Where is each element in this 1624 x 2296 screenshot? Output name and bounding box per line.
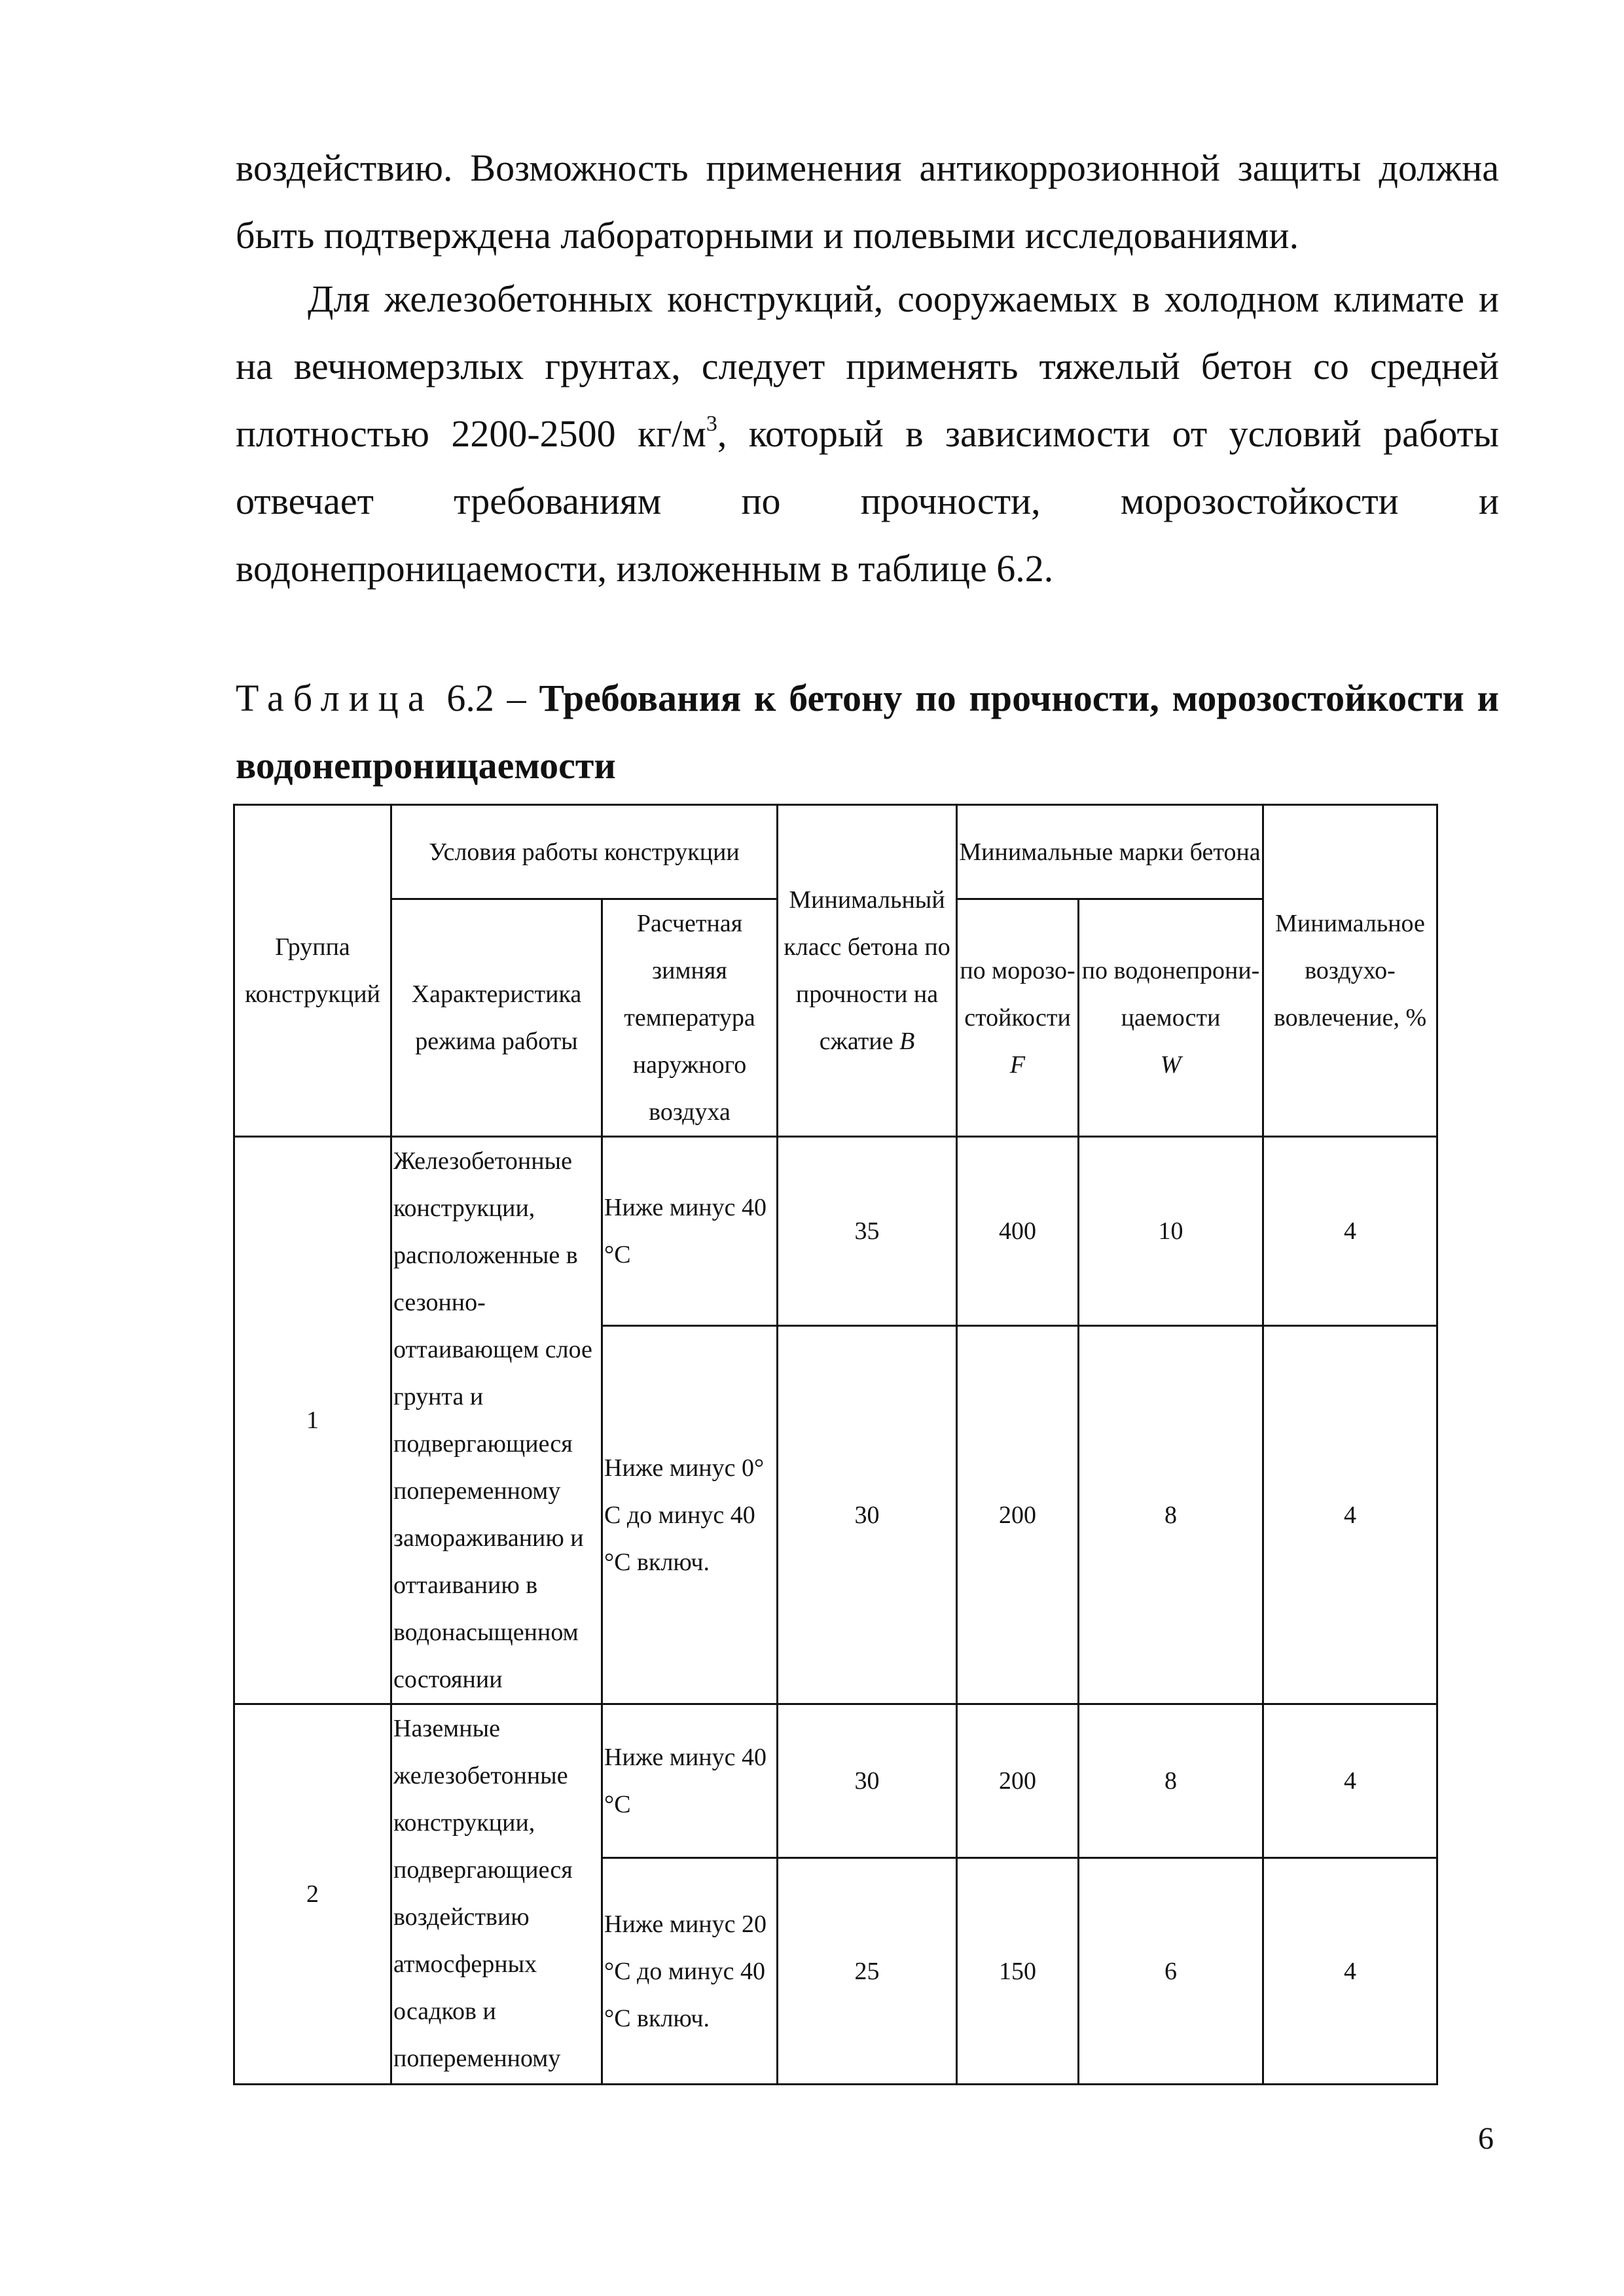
- table-label: Таблица: [236, 677, 434, 719]
- table-row: [234, 1704, 1437, 1858]
- header-air: Минимальное воздухо-вовлечение, %: [1263, 805, 1437, 1137]
- group-cell: 2: [234, 1704, 391, 2085]
- temperature-cell: Ниже минус 40 °С: [602, 1704, 778, 1858]
- density-text-tail: , который в зависимости от условий работы: [717, 412, 1499, 455]
- paragraph-1-line-1: воздействию. Возможность применения антикоррозионной защиты должна: [236, 147, 1499, 189]
- header-characteristic: Характеристика режима работы: [391, 899, 602, 1137]
- header-frost-label: по морозо-стойкости: [960, 957, 1075, 1031]
- characteristic-cell: Наземные железобетонные конструкции, подвергающиеся воздействию атмосферных осадков и попеременному: [391, 1704, 602, 2085]
- header-frost: [957, 899, 1079, 1137]
- water-cell: 10: [1079, 1137, 1263, 1326]
- min-class-cell: 30: [778, 1326, 957, 1704]
- header-temperature: Расчетная зимняя температура наружного воздуха: [602, 899, 778, 1137]
- header-water: [1079, 899, 1263, 1137]
- paragraph-1-line-2: быть подтверждена лабораторными и полевыми исследованиями.: [236, 214, 1299, 257]
- header-water-label: по водонепрони-цаемости: [1081, 957, 1260, 1031]
- table-caption: [236, 664, 1499, 799]
- frost-cell: 200: [957, 1326, 1079, 1704]
- min-class-cell: 35: [778, 1137, 957, 1326]
- temperature-cell: Ниже минус 0° С до минус 40 °С включ.: [602, 1326, 778, 1704]
- frost-cell: 400: [957, 1137, 1079, 1326]
- header-water-symbol: W: [1160, 1051, 1182, 1079]
- table-title: Требования к бетону по прочности, морозостойкости и: [539, 677, 1500, 719]
- group-cell: 1: [234, 1137, 391, 1704]
- header-min-class-label: Минимальный класс бетона по прочности на сжатие: [784, 886, 950, 1055]
- table-number: 6.2 –: [446, 677, 526, 719]
- paragraph-2-line-2: на вечномерзлых грунтах, следует применять тяжелый бетон со средней: [236, 345, 1499, 387]
- frost-cell: 150: [957, 1858, 1079, 2085]
- air-cell: 4: [1263, 1137, 1437, 1326]
- min-class-cell: 30: [778, 1704, 957, 1858]
- temperature-cell: Ниже минус 40 °С: [602, 1137, 778, 1326]
- paragraph-1: [236, 134, 1499, 269]
- min-class-cell: 25: [778, 1858, 957, 2085]
- density-text: плотностью 2200-2500 кг/м: [236, 412, 706, 455]
- paragraph-2-line-4: отвечает требованиям по прочности, морозостойкости и: [236, 480, 1499, 522]
- characteristic-cell: Железобетонные конструкции, расположенные в сезонно-оттаивающем слое грунта и подвергающиеся попеременному замораживанию и оттаиванию в водонасыщенном состоянии: [391, 1137, 602, 1704]
- air-cell: 4: [1263, 1326, 1437, 1704]
- page-number: 6: [1478, 2121, 1494, 2156]
- header-min-class-symbol: В: [899, 1028, 915, 1055]
- table-row: [234, 1137, 1437, 1326]
- paragraph-2-line-3: [236, 400, 1499, 467]
- water-cell: 8: [1079, 1704, 1263, 1858]
- requirements-table: [233, 804, 1438, 2085]
- paragraph-2: [236, 265, 1499, 602]
- header-min-marks: Минимальные марки бетона: [957, 805, 1263, 899]
- header-group: Группа конструкций: [234, 805, 391, 1137]
- header-frost-symbol: F: [1009, 1051, 1026, 1079]
- water-cell: 8: [1079, 1326, 1263, 1704]
- frost-cell: 200: [957, 1704, 1079, 1858]
- cubic-superscript: 3: [706, 412, 717, 436]
- table-title-line-2: водонепроницаемости: [236, 744, 616, 787]
- paragraph-2-line-1: Для железобетонных конструкций, сооружаемых в холодном климате и: [308, 278, 1499, 320]
- table-caption-line-1: [236, 664, 1499, 732]
- air-cell: 4: [1263, 1704, 1437, 1858]
- header-conditions: Условия работы конструкции: [391, 805, 778, 899]
- header-min-class: [778, 805, 957, 1137]
- water-cell: 6: [1079, 1858, 1263, 2085]
- temperature-cell: Ниже минус 20 °С до минус 40 °С включ.: [602, 1858, 778, 2085]
- paragraph-2-line-5: водонепроницаемости, изложенным в таблице 6.2.: [236, 547, 1054, 590]
- air-cell: 4: [1263, 1858, 1437, 2085]
